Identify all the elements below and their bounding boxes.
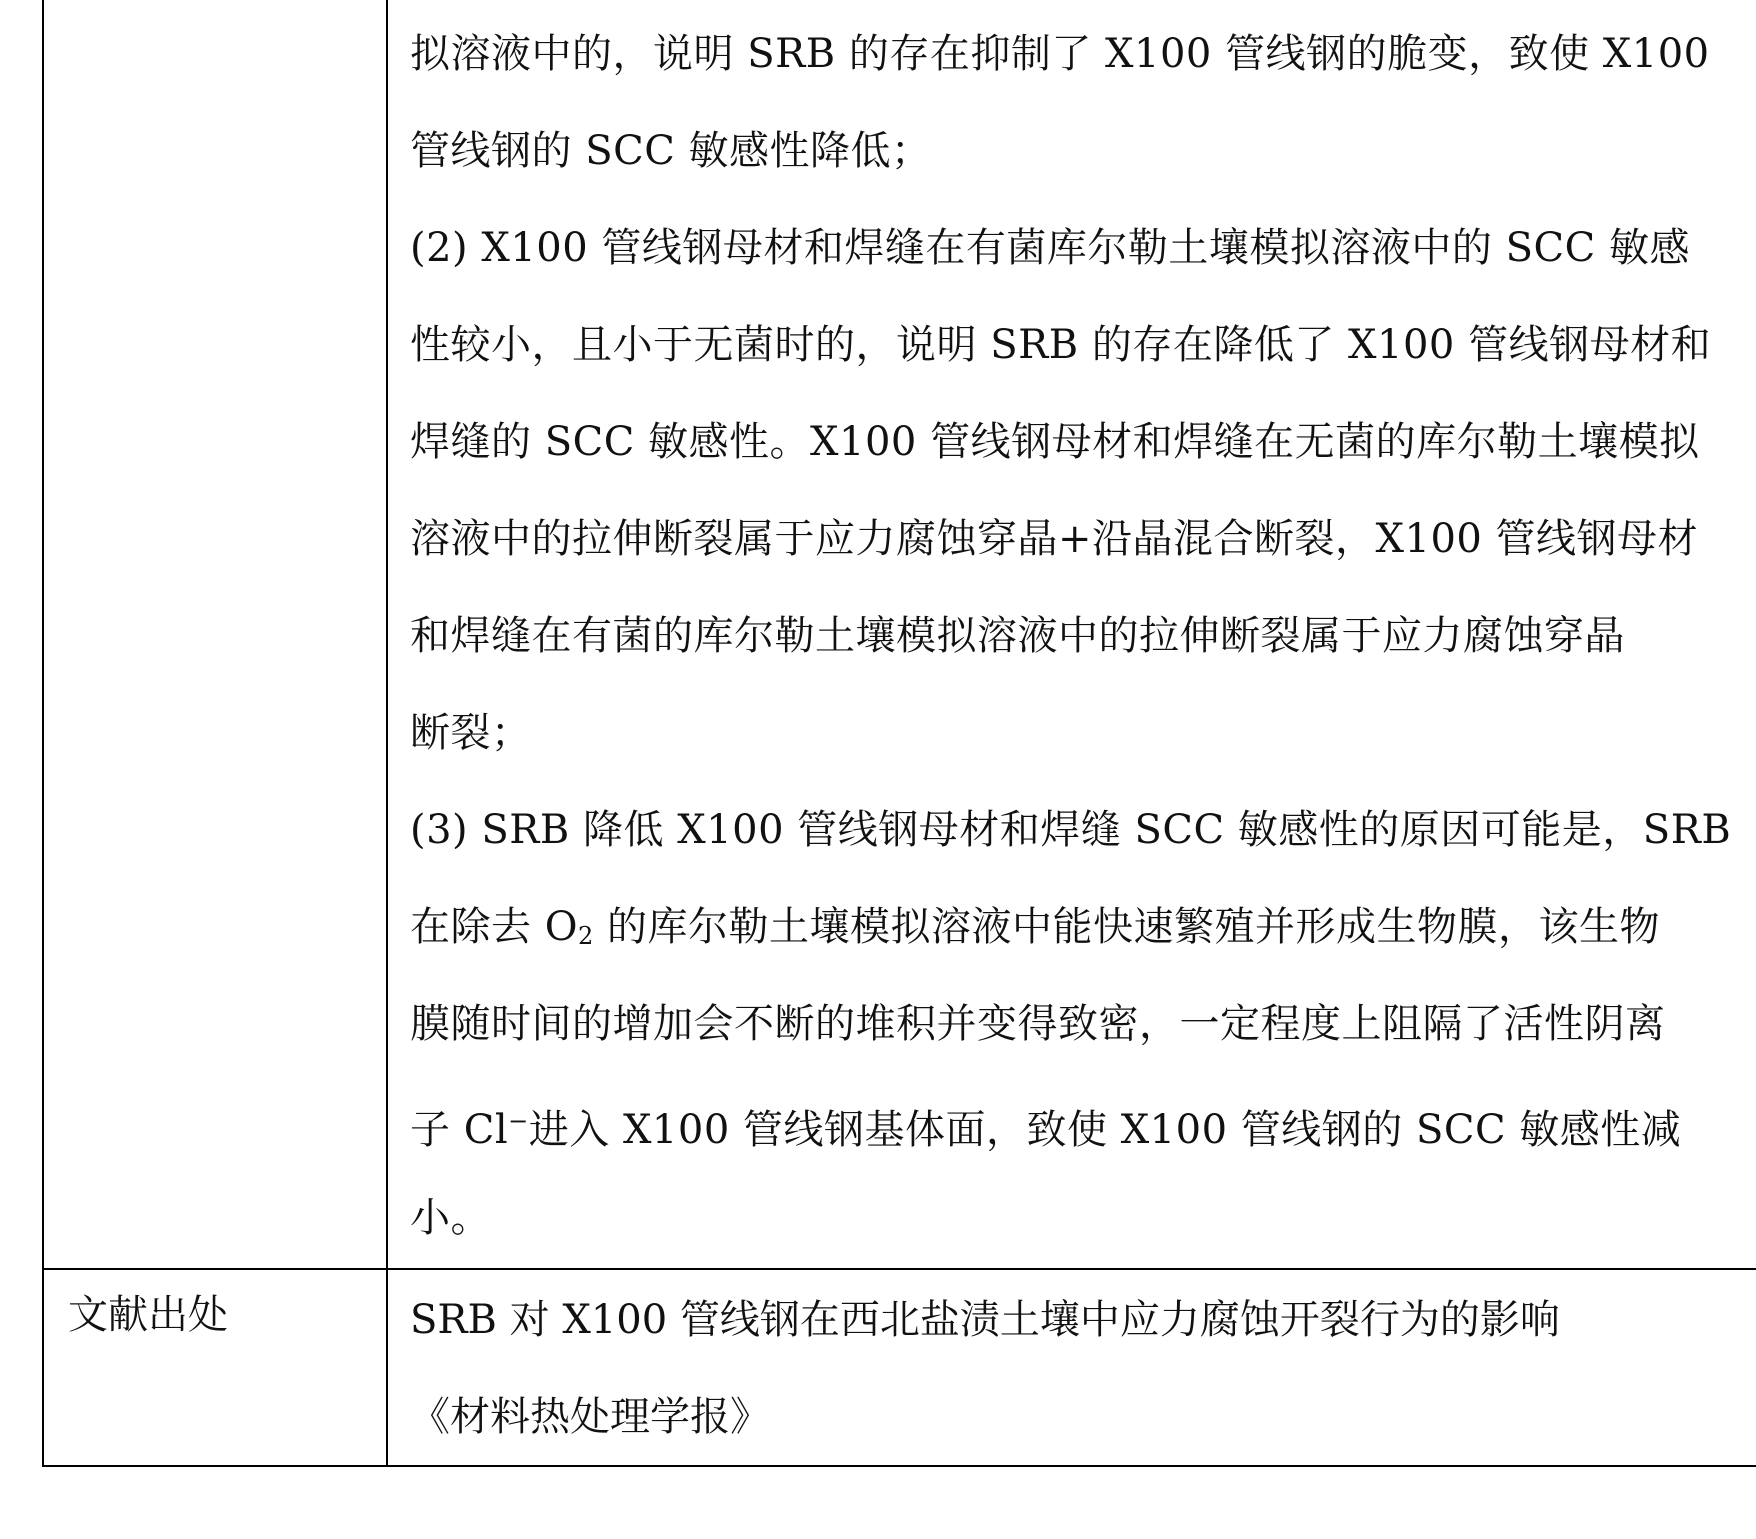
source-title: SRB 对 X100 管线钢在西北盐渍土壤中应力腐蚀开裂行为的影响	[410, 1297, 1560, 1343]
source-cell	[410, 1272, 1756, 1462]
text-line: 拟溶液中的，说明 SRB 的存在抑制了 X100 管线钢的脆变，致使 X100	[410, 31, 1710, 77]
text-line: 小。	[410, 1195, 491, 1241]
info-table	[42, 0, 1756, 1467]
text-line	[410, 1073, 1756, 1170]
text-line: 焊缝的 SCC 敏感性。X100 管线钢母材和焊缝在无菌的库尔勒土壤模拟	[410, 419, 1700, 465]
text-segment: 进入 X100 管线钢基体面，致使 X100 管线钢的 SCC 敏感性减	[528, 1107, 1682, 1153]
text-line: (2) X100 管线钢母材和焊缝在有菌库尔勒土壤模拟溶液中的 SCC 敏感	[410, 225, 1690, 271]
superscript: −	[508, 1107, 529, 1135]
text-line: 性较小，且小于无菌时的，说明 SRB 的存在降低了 X100 管线钢母材和	[410, 322, 1712, 368]
text-line: 溶液中的拉伸断裂属于应力腐蚀穿晶+沿晶混合断裂，X100 管线钢母材	[410, 516, 1699, 562]
source-journal: 《材料热处理学报》	[410, 1394, 770, 1440]
text-line: 膜随时间的增加会不断的堆积并变得致密，一定程度上阻隔了活性阴离	[410, 1001, 1666, 1047]
text-segment: 在除去 O	[410, 904, 579, 950]
source-label: 文献出处	[68, 1292, 228, 1338]
column-divider	[386, 0, 388, 1465]
subscript: 2	[578, 922, 594, 950]
text-line: 和焊缝在有菌的库尔勒土壤模拟溶液中的拉伸断裂属于应力腐蚀穿晶	[410, 613, 1625, 659]
text-line: 断裂；	[410, 710, 532, 756]
text-line	[410, 879, 1756, 976]
text-line: (3) SRB 降低 X100 管线钢母材和焊缝 SCC 敏感性的原因可能是，SRB	[410, 807, 1732, 853]
conclusion-cell	[410, 6, 1756, 1262]
text-segment: 子 Cl	[410, 1107, 509, 1153]
text-segment: 的库尔勒土壤模拟溶液中能快速繁殖并形成生物膜，该生物	[593, 904, 1661, 950]
text-line: 管线钢的 SCC 敏感性降低；	[410, 128, 932, 174]
